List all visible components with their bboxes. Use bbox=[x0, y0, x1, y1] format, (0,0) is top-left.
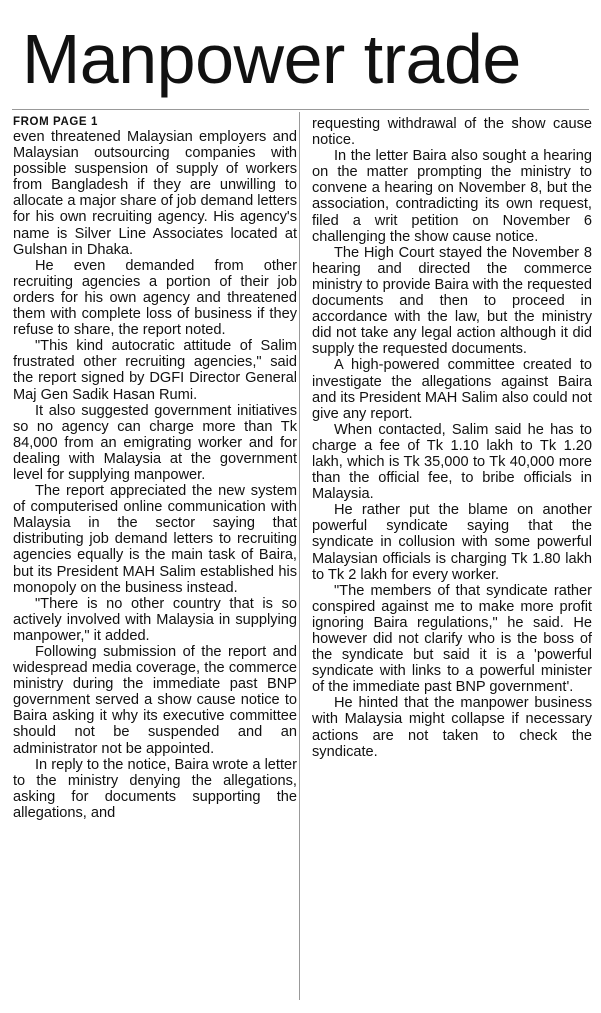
paragraph: When contacted, Salim said he has to charge a fee of Tk 1.10 lakh to Tk 1.20 lakh, which is Tk 35,000 to Tk 40,000 more than the official fee, to bribe officials in Malaysia. bbox=[312, 421, 592, 503]
paragraph: It also suggested government initiatives so no agency can charge more than Tk 84,000 from an emigrating worker and for dealing with Malaysia at the government level for supplying manpower. bbox=[13, 402, 297, 483]
article-column-left bbox=[13, 116, 297, 821]
paragraph: He hinted that the manpower business with Malaysia might collapse if necessary actions are not taken to check the syndicate. bbox=[312, 695, 592, 760]
article-column-right bbox=[312, 116, 592, 760]
paragraph: He even demanded from other recruiting agencies a portion of their job orders for his own agency and threatened them with complete loss of business if they refuse to share, the report noted. bbox=[13, 257, 297, 339]
paragraph: "This kind autocratic attitude of Salim frustrated other recruiting agencies," said the report signed by DGFI Director General Maj Gen Sadik Hasan Rumi. bbox=[13, 338, 297, 403]
paragraph: The High Court stayed the November 8 hearing and directed the commerce ministry to provide Baira with the requested documents and then to proceed in accordance with the law, but the ministry did not take any legal action although it did supply the requested documents. bbox=[312, 244, 592, 358]
kicker: FROM PAGE 1 bbox=[13, 116, 98, 128]
paragraph: even threatened Malaysian employers and Malaysian outsourcing companies with possible suspension of supply of workers from Bangladesh if they are unwilling to allocate a major share of job demand letters for his own recruiting agency. His agency's name is Silver Line Associates located at Gulshan in Dhaka. bbox=[13, 129, 297, 258]
paragraph: "There is no other country that is so actively involved with Malaysia in supplying manpower," it added. bbox=[13, 595, 297, 644]
paragraph: requesting withdrawal of the show cause notice. bbox=[312, 116, 592, 149]
paragraph: A high-powered committee created to investigate the allegations against Baira and its President MAH Salim also could not give any report. bbox=[312, 357, 592, 422]
headline-rule bbox=[12, 109, 589, 110]
paragraph: Following submission of the report and widespread media coverage, the commerce ministry during the immediate past BNP government served a show cause notice to Baira asking it why its executive committee should not be suspended and an administrator not be appointed. bbox=[13, 644, 297, 757]
paragraph: "The members of that syndicate rather conspired against me to make more profit ignoring Baira regulations," he said. He however did not clarify who is the boss of the syndicate but said it is a 'powerful syndicate with links to a powerful minister of the immediate past BNP government'. bbox=[312, 582, 592, 696]
paragraph: In reply to the notice, Baira wrote a letter to the ministry denying the allegations, asking for documents supporting the allegations, and bbox=[13, 756, 298, 821]
column-divider bbox=[299, 112, 300, 1000]
paragraph: In the letter Baira also sought a hearing on the matter prompting the ministry to convene a hearing on November 8, but the association, contradicting its own request, filed a writ petition on November 6 challenging the show cause notice. bbox=[312, 148, 592, 245]
paragraph: The report appreciated the new system of computerised online communication with Malaysia in the sector saying that distributing job demand letters to recruiting agencies equally is the main task of Baira, but its President MAH Salim established his monopoly on the business instead. bbox=[13, 483, 297, 596]
headline: Manpower trade bbox=[22, 20, 521, 98]
paragraph: He rather put the blame on another powerful syndicate saying that the syndicate in collusion with some powerful Malaysian officials is charging Tk 1.80 lakh to Tk 2 lakh for every worker. bbox=[312, 502, 592, 583]
